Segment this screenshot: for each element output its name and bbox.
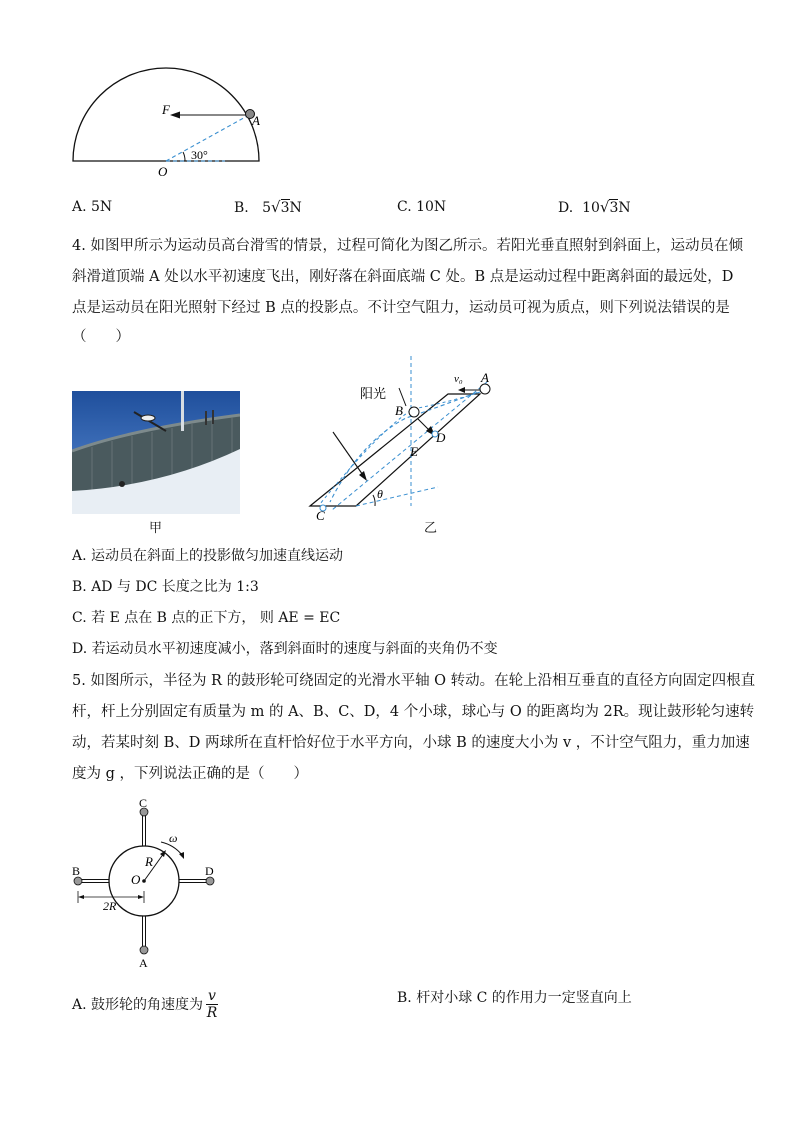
q3-semicircle-figure xyxy=(60,55,280,180)
omega-label: ω xyxy=(169,831,178,845)
axis-O-label: O xyxy=(131,872,141,887)
q5-stem-line-1: 5. 如图所示，半径为 R 的鼓形轮可绕固定的光滑水平轴 O 转动。在轮上沿相互垂直的直径方向固定四根直 xyxy=(72,673,756,689)
point-C-label: C xyxy=(316,508,325,523)
q4-stem-line-1: 4. 如图甲所示为运动员高台滑雪的情景，过程可简化为图乙所示。若阳光垂直照射到斜面上，运动员在倾 xyxy=(72,238,743,254)
radius-R-label: R xyxy=(145,854,153,869)
point-D-label: D xyxy=(436,430,446,445)
force-label-F: F xyxy=(162,102,170,117)
q5-stem-line-3: 动，若某时刻 B、D 两球所在直杆恰好位于水平方向，小球 B 的速度大小为 v ，不计空气阻力，重力加速 xyxy=(72,735,750,751)
q3-option-c: C. 10N xyxy=(397,199,447,215)
theta-label: θ xyxy=(377,487,383,501)
q3-option-d: D. 10√3N xyxy=(558,198,631,216)
ball-A-label: A xyxy=(139,956,148,970)
point-label-O: O xyxy=(158,164,168,179)
q3-option-a: A. 5N xyxy=(72,199,113,215)
q4-option-b: B. AD 与 DC 长度之比为 1:3 xyxy=(72,579,259,595)
q3-option-b: B. 5√3N xyxy=(234,198,302,216)
two-R-label: 2R xyxy=(103,899,117,913)
sqrt-icon: √ xyxy=(599,198,610,216)
drum-wheel-figure xyxy=(66,795,226,973)
q4-option-d: D. 若运动员水平初速度减小，落到斜面时的速度与斜面的夹角仍不变 xyxy=(72,641,498,657)
point-label-A: A xyxy=(252,113,260,128)
q4-stem-line-3: 点是运动员在阳光照射下经过 B 点的投影点。不计空气阻力，运动员可视为质点，则下列说法错误的是 xyxy=(72,300,730,316)
q4-option-c: C. 若 E 点在 B 点的正下方， 则 AE = EC xyxy=(72,610,341,626)
v0-label: v₀ xyxy=(454,373,463,385)
q5-stem-line-2: 杆，杆上分别固定有质量为 m 的 A、B、C、D，4 个小球，球心与 O 的距离均为 2R。现让鼓形轮匀速转 xyxy=(72,704,755,720)
q4-option-a: A. 运动员在斜面上的投影做匀加速直线运动 xyxy=(72,548,344,564)
fraction: v R xyxy=(206,988,218,1021)
angle-label: 30° xyxy=(191,148,208,162)
sqrt-icon: √ xyxy=(271,198,281,216)
q5-stem-line-4: 度为 g ，下列说法正确的是（ ） xyxy=(72,766,308,782)
ball-B-label: B xyxy=(72,864,81,878)
q5-option-a: A. 鼓形轮的角速度为 v R xyxy=(72,988,218,1021)
ball-C-label: C xyxy=(139,796,148,810)
point-A-label: A xyxy=(481,370,489,385)
q4-stem-line-4: （ ） xyxy=(72,329,130,345)
sunlight-label: 阳光 xyxy=(360,386,387,401)
slope-diagram xyxy=(300,352,500,527)
q5-option-b: B. 杆对小球 C 的作用力一定竖直向上 xyxy=(397,990,632,1006)
point-E-label: E xyxy=(410,444,418,459)
figure-jia-caption: 甲 xyxy=(149,521,163,536)
figure-yi-caption: 乙 xyxy=(424,521,438,536)
q4-stem-line-2: 斜滑道顶端 A 处以水平初速度飞出，刚好落在斜面底端 C 处。B 点是运动过程中距离斜面的最远处，D xyxy=(72,269,734,285)
ski-jump-photo xyxy=(72,391,240,514)
point-B-label: B xyxy=(395,403,403,418)
ball-D-label: D xyxy=(205,864,214,878)
